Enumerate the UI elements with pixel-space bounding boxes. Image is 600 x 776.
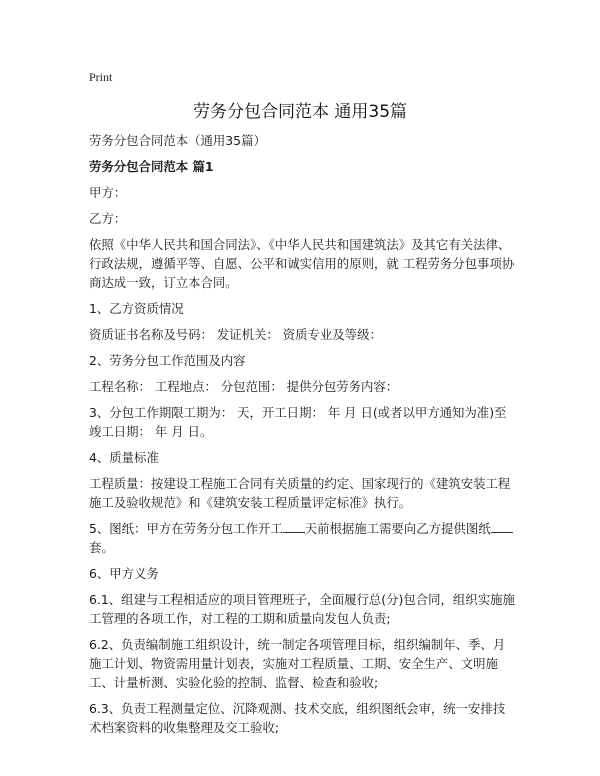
clause-heading: 1、乙方资质情况 — [89, 301, 184, 316]
party-b-line: 乙方： — [89, 211, 127, 226]
clause-paragraph: 6.1、组建与工程相适应的项目管理班子，全面履行总(分)包合同，组织实施施工管理的各项工作，对工程的工期和质量向发包人负责; — [89, 592, 515, 626]
clause-paragraph: 6.3、负责工程测量定位、沉降观测、技术交底，组织图纸会审，统一安排技术档案资料的收集整理及交工验收; — [89, 701, 506, 735]
blank-underline — [491, 520, 513, 533]
document-title: 劳务分包合同范本 通用35篇 — [192, 102, 408, 122]
clause-heading: 2、劳务分包工作范围及内容 — [89, 353, 246, 368]
party-a-line: 甲方： — [89, 185, 127, 200]
subtitle-paragraph: 劳务分包合同范本（通用35篇） — [89, 133, 266, 148]
clause-text: 5、图纸：甲方在劳务分包工作开工 — [89, 521, 283, 536]
clause-paragraph: 6.2、负责编制施工组织设计，统一制定各项管理目标，组织编制年、季、月施工计划、物资需用量计划表，实施对工程质量、工期、安全生产、文明施工、计量析测、实验化验的控制、监督、检查和验收; — [89, 637, 506, 690]
clause-paragraph: 工程名称： 工程地点： 分包范围： 提供分包劳务内容： — [89, 379, 399, 394]
drawings-clause — [89, 519, 517, 557]
clause-paragraph: 工程质量：按建设工程施工合同有关质量的约定、国家现行的《建筑安装工程施工及验收规范》和《建筑安装工程质量评定标准》执行。 — [89, 476, 511, 510]
preamble-paragraph: 依照《中华人民共和国合同法》、《中华人民共和国建筑法》及其它有关法律、行政法规，遵循平等、自愿、公平和诚实信用的原则，就 工程劳务分包事项协商达成一致，订立本合同。 — [89, 237, 515, 290]
clause-paragraph: 资质证书名称及号码： 发证机关： 资质专业及等级： — [89, 327, 382, 342]
print-link[interactable]: Print — [89, 70, 113, 84]
section-heading: 劳务分包合同范本 篇1 — [89, 159, 214, 174]
clause-heading: 6、甲方义务 — [89, 566, 159, 581]
clause-text: 套。 — [89, 540, 114, 555]
clause-heading: 4、质量标准 — [89, 450, 159, 465]
clause-text: 天前根据施工需要向乙方提供图纸 — [304, 521, 491, 536]
blank-underline — [283, 520, 305, 533]
clause-paragraph: 3、分包工作期限工期为： 天，开工日期： 年 月 日(或者以甲方通知为准)至竣工日期： 年 月 日。 — [89, 405, 507, 439]
document-body — [89, 131, 517, 744]
